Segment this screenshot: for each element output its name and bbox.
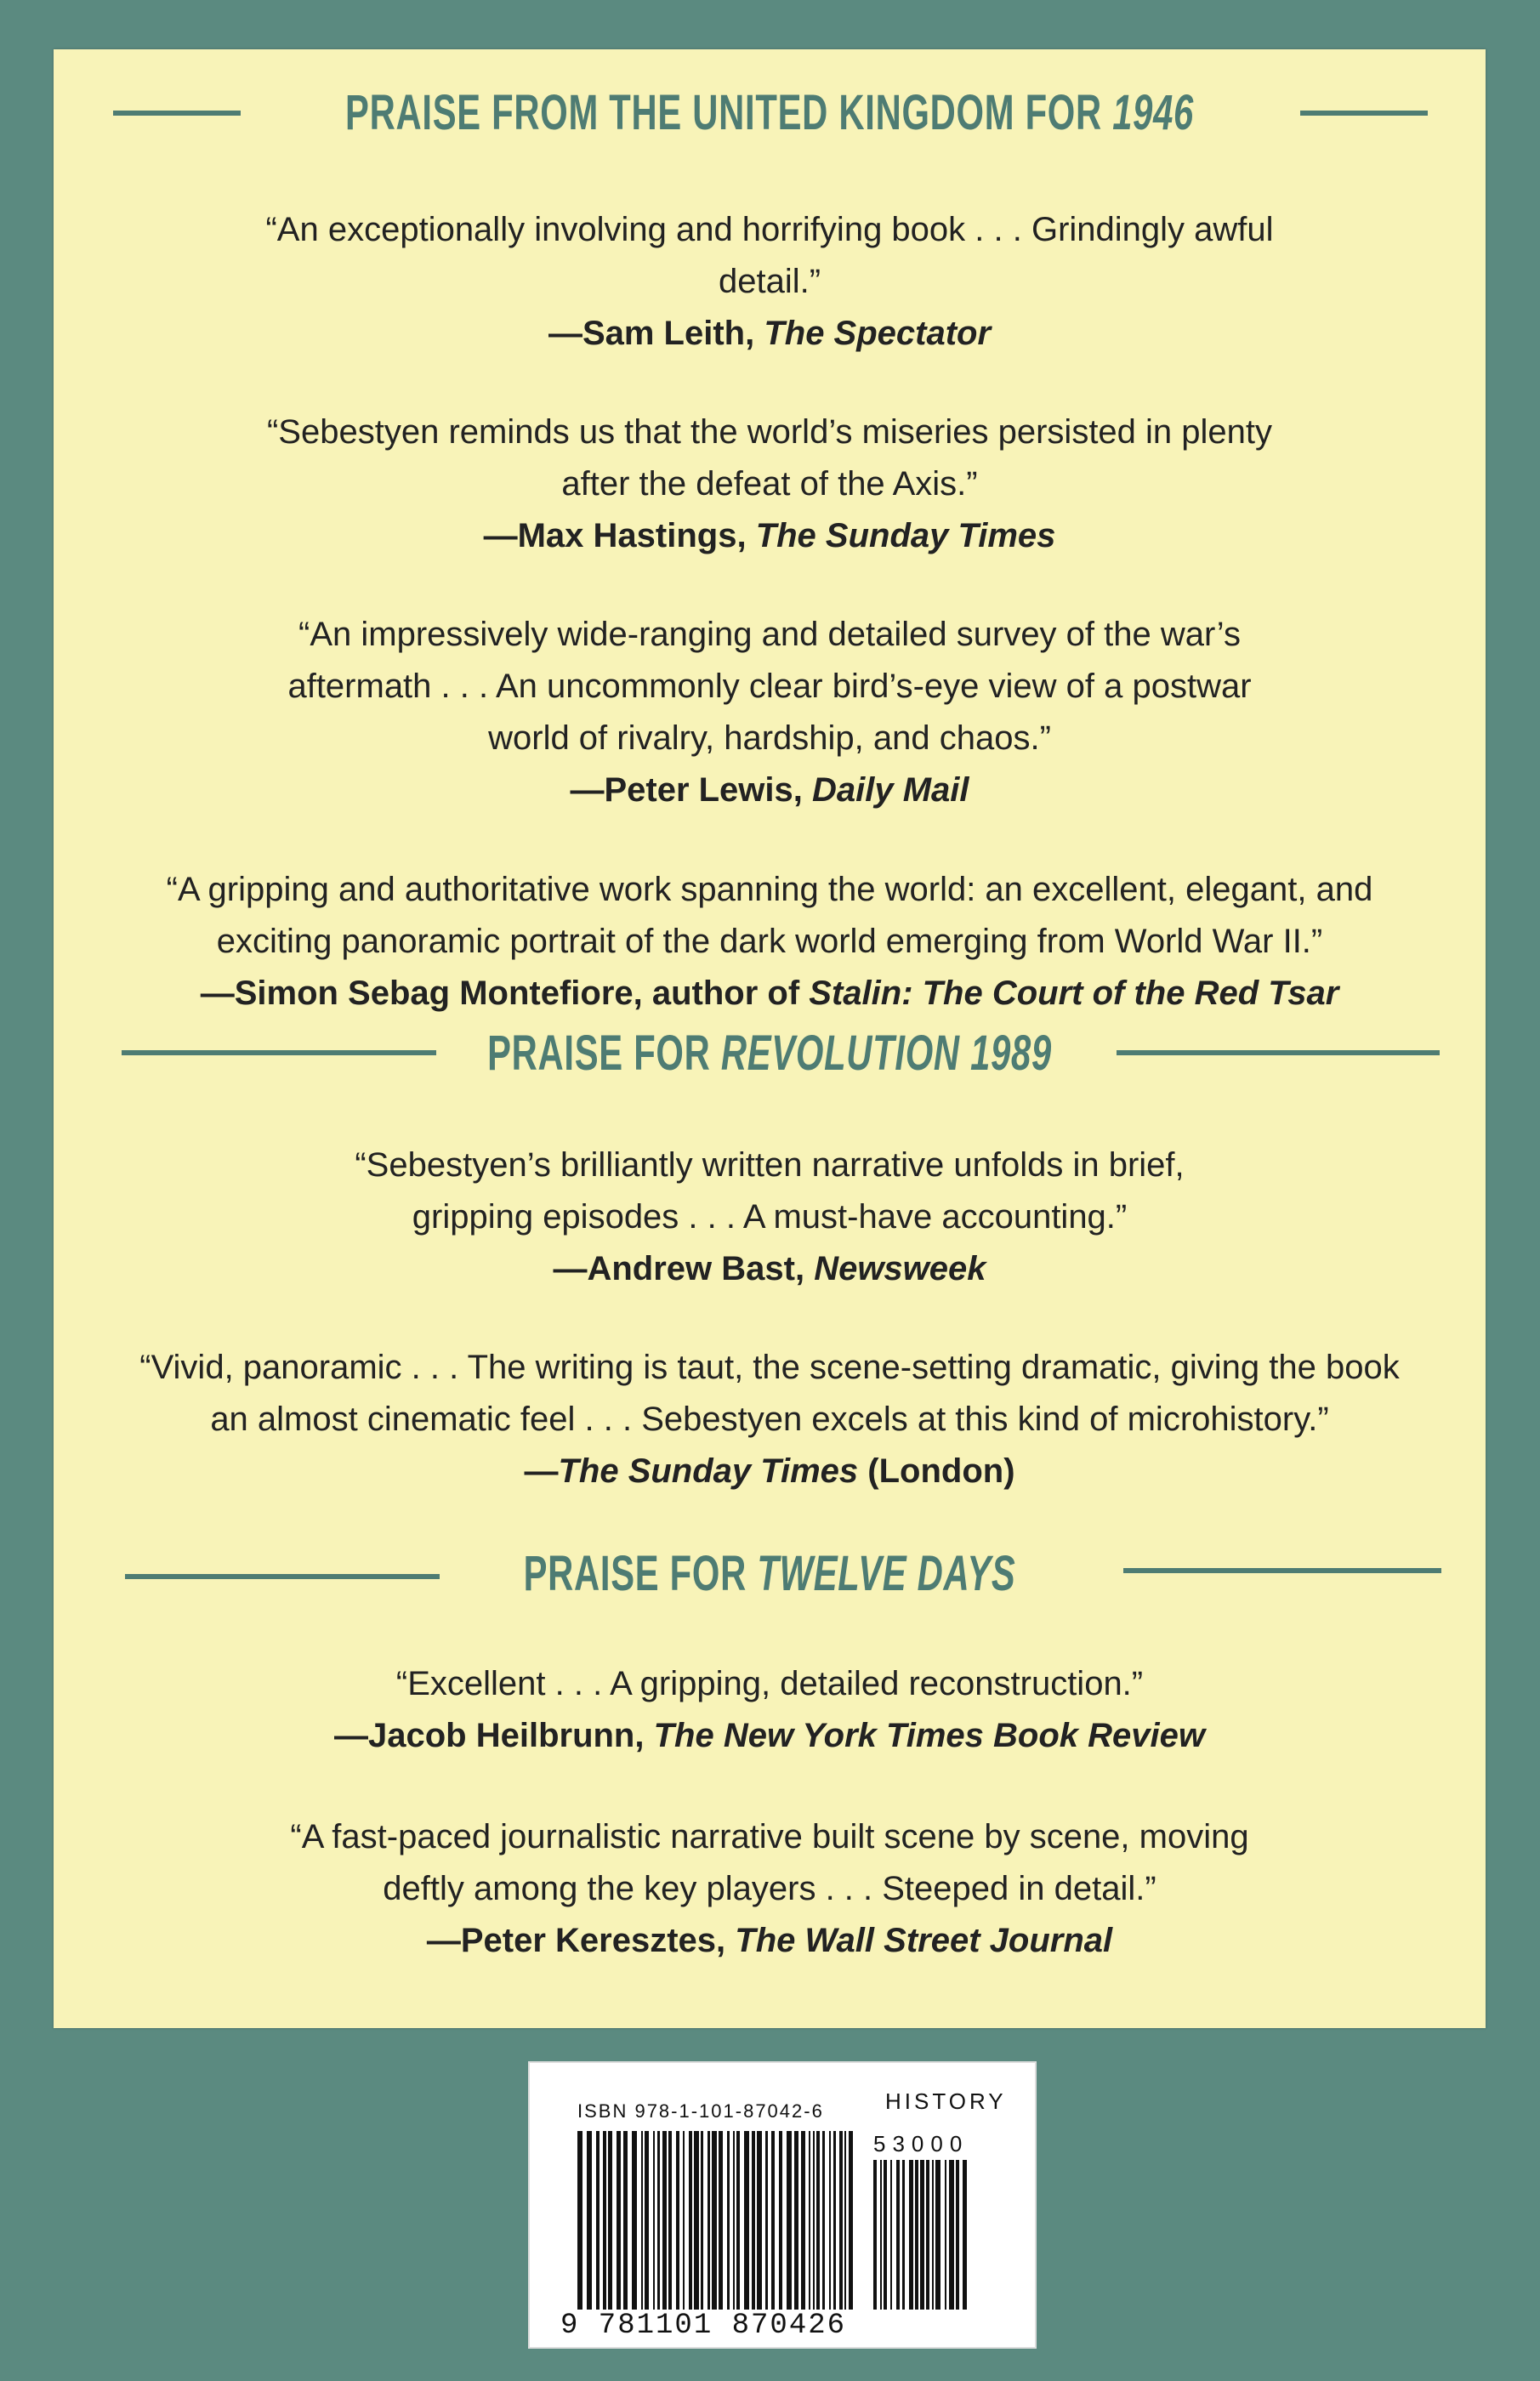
barcode-bar <box>733 2131 735 2310</box>
isbn-text: ISBN 978-1-101-87042-6 <box>577 2100 824 2122</box>
barcode-bar <box>662 2131 667 2310</box>
barcode-bar <box>787 2131 792 2310</box>
quote-bast: “Sebestyen’s brilliantly written narrative unfolds in brief, gripping episodes . . . A must-have accounting.” —Andrew Bast, Newsweek <box>355 1146 1185 1287</box>
barcode-bar <box>873 2160 877 2310</box>
main-barcode <box>577 2131 858 2310</box>
barcode-bar <box>890 2160 892 2310</box>
barcode-bar <box>645 2131 649 2310</box>
barcode-bar <box>945 2160 946 2310</box>
section-heading-revolution-1989: PRAISE FOR REVOLUTION 1989 <box>487 1025 1052 1081</box>
barcode-bar <box>596 2131 600 2310</box>
quote-hastings: “Sebestyen reminds us that the world’s miseries persisted in plenty after the defeat of the Axis.” —Max Hastings, The Sunday Times <box>266 413 1273 554</box>
barcode-bar <box>896 2160 900 2310</box>
barcode-bar <box>844 2131 846 2310</box>
barcode-bar <box>801 2131 805 2310</box>
barcode-bar <box>956 2160 959 2310</box>
barcode-bar <box>884 2160 887 2310</box>
barcode-bar <box>632 2131 637 2310</box>
section-heading-twelve-days: PRAISE FOR TWELVE DAYS <box>523 1545 1016 1601</box>
barcode-bar <box>689 2131 692 2310</box>
barcode-bar <box>813 2131 815 2310</box>
section-heading-1946: PRAISE FROM THE UNITED KINGDOM FOR 1946 <box>345 84 1194 140</box>
barcode-bar <box>849 2131 853 2310</box>
barcode-bar <box>752 2131 755 2310</box>
barcode-bar <box>577 2131 582 2310</box>
barcode-bar <box>736 2131 740 2310</box>
barcode-bar <box>829 2131 831 2310</box>
quote-heilbrunn: “Excellent . . . A gripping, detailed reconstruction.” —Jacob Heilbrunn, The New York Times Book Review <box>333 1665 1205 1754</box>
barcode-bar <box>657 2131 660 2310</box>
barcode-bar <box>926 2160 929 2310</box>
barcode-bar <box>932 2160 934 2310</box>
barcode-bar <box>949 2160 954 2310</box>
barcode-bar <box>963 2160 967 2310</box>
quote-sunday-times: “Vivid, panoramic . . . The writing is taut, the scene-setting dramatic, giving the book an almost cinematic feel . . . Sebestyen excels at this kind of microhistory.” —The Sunday Times (London) <box>139 1349 1400 1490</box>
barcode-bar <box>757 2131 762 2310</box>
price-code: 53000 <box>873 2131 969 2157</box>
barcode-bar <box>694 2131 699 2310</box>
barcode-bar <box>676 2131 679 2310</box>
barcode-digits: 9 781101 870426 <box>560 2310 847 2342</box>
barcode-label <box>528 2061 1037 2349</box>
barcode-bar <box>935 2160 940 2310</box>
barcode-bar <box>707 2131 710 2310</box>
barcode-bar <box>822 2131 825 2310</box>
barcode-bar <box>587 2131 592 2310</box>
category-text: HISTORY <box>885 2088 1007 2114</box>
barcode-bar <box>668 2131 672 2310</box>
barcode-bar <box>839 2131 843 2310</box>
barcode-bar <box>902 2160 905 2310</box>
barcode-bar <box>719 2131 723 2310</box>
barcode-bar <box>779 2131 782 2310</box>
quote-montefiore: “A gripping and authoritative work spanning the world: an excellent, elegant, and exciting panoramic portrait of the dark world emerging from World War II.” —Simon Sebag Montefiore, author of Stalin: The Court of the Red Tsar <box>166 871 1373 1012</box>
barcode-bar <box>712 2131 717 2310</box>
barcode-bar <box>683 2131 685 2310</box>
barcode-bar <box>833 2131 836 2310</box>
barcode-bar <box>915 2160 918 2310</box>
barcode-bar <box>623 2131 628 2310</box>
barcode-bar <box>909 2160 913 2310</box>
barcode-bar <box>701 2131 703 2310</box>
quote-leith: “An exceptionally involving and horrifying book . . . Grindingly awful detail.” —Sam Leith, The Spectator <box>265 211 1274 352</box>
barcode-bar <box>771 2131 775 2310</box>
quote-keresztes: “A fast-paced journalistic narrative built scene by scene, moving deftly among the key players . . . Steeped in detail.” —Peter Keresztes, The Wall Street Journal <box>290 1818 1249 1959</box>
addon-barcode <box>873 2160 967 2310</box>
barcode-bar <box>727 2131 730 2310</box>
barcode-bar <box>617 2131 621 2310</box>
barcode-bar <box>880 2160 882 2310</box>
barcode-bar <box>816 2131 820 2310</box>
quote-lewis: “An impressively wide-ranging and detailed survey of the war’s aftermath . . . An uncommonly clear bird’s-eye view of a postwar world of rivalry, hardship, and chaos.” —Peter Lewis, Daily Mail <box>287 616 1252 809</box>
barcode-bar <box>641 2131 643 2310</box>
barcode-bar <box>765 2131 768 2310</box>
praise-panel <box>54 49 1486 2028</box>
barcode-bar <box>608 2131 612 2310</box>
barcode-bar <box>653 2131 655 2310</box>
barcode-bar <box>744 2131 749 2310</box>
barcode-bar <box>920 2160 924 2310</box>
barcode-bar <box>794 2131 798 2310</box>
barcode-bar <box>809 2131 810 2310</box>
barcode-bar <box>603 2131 606 2310</box>
